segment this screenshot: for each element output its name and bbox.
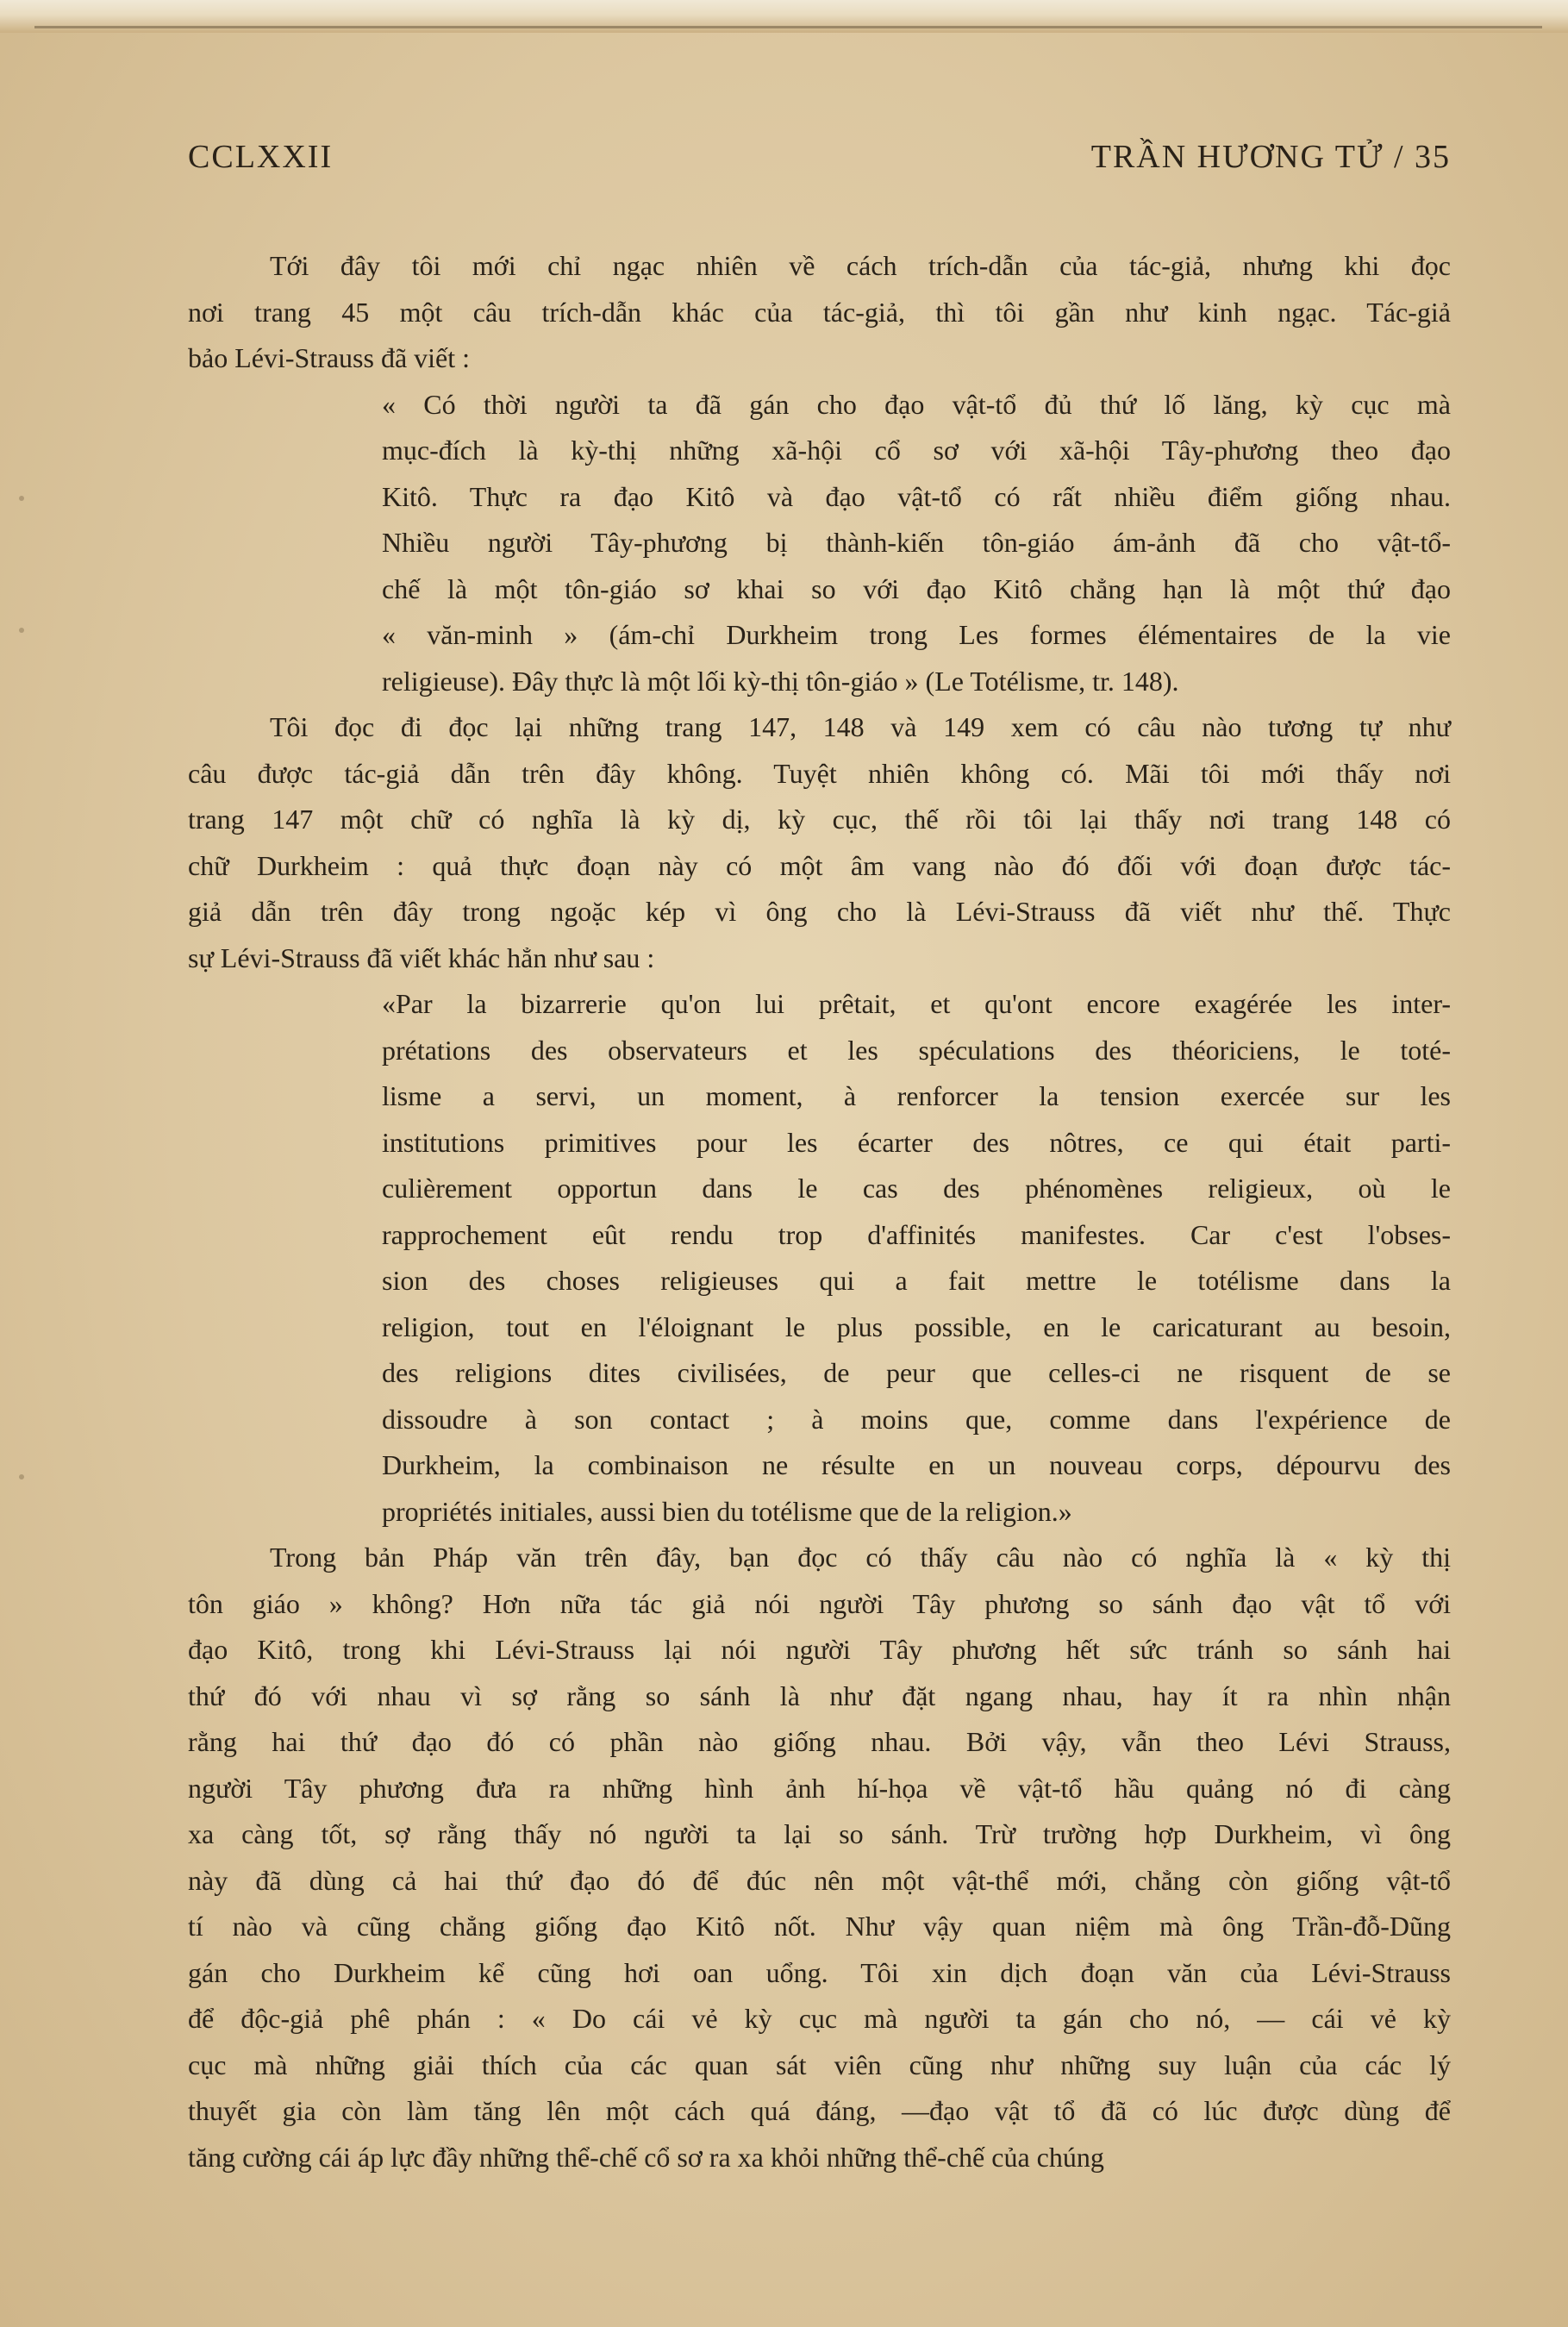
text-line: Tới đây tôi mới chỉ ngạc nhiên về cách trích-dẫn của tác-giả, nhưng khi đọc [270,250,1451,281]
top-rule [34,26,1542,28]
text-line: «Par la bizarrerie qu'on lui prêtait, et qu'ont encore exagérée les inter- [382,988,1451,1019]
text-line: propriétés initiales, aussi bien du totélisme que de la religion.» [382,1495,1072,1527]
paragraph [188,1535,1451,2180]
text-line: này đã dùng cả hai thứ đạo đó để đúc nên một vật-thể mới, chẳng còn giống vật-tổ [188,1864,1451,1896]
page-number-roman: CCLXXII [188,139,334,175]
text-line: nơi trang 45 một câu trích-dẫn khác của tác-giả, thì tôi gần như kinh ngạc. Tác-giả [188,296,1451,328]
text-line: xa càng tốt, sợ rằng thấy nó người ta lại so sánh. Trừ trường hợp Durkheim, vì ông [188,1818,1451,1849]
text-line: để độc-giả phê phán : « Do cái vẻ kỳ cục mà người ta gán cho nó, — cái vẻ kỳ [188,2003,1451,2034]
page-body [188,243,1451,2180]
block-quote [188,382,1451,705]
text-line: thuyết gia còn làm tăng lên một cách quá đáng, —đạo vật tổ đã có lúc được dùng để [188,2095,1451,2126]
text-line: rằng hai thứ đạo đó có phần nào giống nhau. Bởi vậy, vẫn theo Lévi Strauss, [188,1726,1451,1757]
text-line: chữ Durkheim : quả thực đoạn này có một âm vang nào đó đối với đoạn được tác- [188,849,1451,881]
text-line: đạo Kitô, trong khi Lévi-Strauss lại nói người Tây phương hết sức tránh so sánh hai [188,1634,1451,1665]
text-line: câu được tác-giả dẫn trên đây không. Tuyệt nhiên không có. Mãi tôi mới thấy nơi [188,757,1451,789]
margin-mark [19,628,24,633]
text-line: tăng cường cái áp lực đầy những thể-chế cổ sơ ra xa khỏi những thể-chế của chúng [188,2141,1104,2173]
text-line: « Có thời người ta đã gán cho đạo vật-tổ đủ thứ lố lăng, kỳ cục mà [382,388,1451,420]
text-line: « văn-minh » (ám-chỉ Durkheim trong Les formes élémentaires de la vie [382,619,1451,650]
text-line: Trong bản Pháp văn trên đây, bạn đọc có thấy câu nào có nghĩa là « kỳ thị [270,1542,1451,1573]
text-line: religion, tout en l'éloignant le plus possible, en le caricaturant au besoin, [382,1311,1451,1342]
text-line: Tôi đọc đi đọc lại những trang 147, 148 và 149 xem có câu nào tương tự như [270,711,1451,742]
running-title: TRẦN HƯƠNG TỬ / 35 [1090,139,1451,175]
paragraph [188,243,1451,382]
text-line: religieuse). Đây thực là một lối kỳ-thị tôn-giáo » (Le Totélisme, tr. 148). [382,665,1179,697]
text-line: institutions primitives pour les écarter des nôtres, ce qui était parti- [382,1126,1451,1158]
text-line: des religions dites civilisées, de peur que celles-ci ne risquent de se [382,1357,1451,1388]
text-line: cục mà những giải thích của các quan sát viên cũng như những suy luận của các lý [188,2049,1451,2080]
text-line: sự Lévi-Strauss đã viết khác hẳn như sau : [188,941,655,973]
text-line: rapprochement eût rendu trop d'affinités manifestes. Car c'est l'obses- [382,1218,1451,1250]
margin-mark [19,496,24,501]
text-line: Kitô. Thực ra đạo Kitô và đạo vật-tổ có rất nhiều điểm giống nhau. [382,480,1451,512]
text-line: bảo Lévi-Strauss đã viết : [188,342,471,373]
text-line: chế là một tôn-giáo sơ khai so với đạo Kitô chẳng hạn là một thứ đạo [382,572,1451,604]
block-quote [188,981,1451,1535]
text-line: Nhiều người Tây-phương bị thành-kiến tôn-giáo ám-ảnh đã cho vật-tổ- [382,527,1451,558]
text-line: gán cho Durkheim kể cũng hơi oan uổng. Tôi xin dịch đoạn văn của Lévi-Strauss [188,1956,1451,1988]
page-header [188,138,1451,181]
text-line: giả dẫn trên đây trong ngoặc kép vì ông cho là Lévi-Strauss đã viết như thế. Thực [188,896,1451,927]
text-line: Durkheim, la combinaison ne résulte en un nouveau corps, dépourvu des [382,1449,1451,1480]
text-line: lisme a servi, un moment, à renforcer la tension exercée sur les [382,1080,1451,1111]
text-line: dissoudre à son contact ; à moins que, comme dans l'expérience de [382,1403,1451,1435]
text-line: trang 147 một chữ có nghĩa là kỳ dị, kỳ cục, thế rồi tôi lại thấy nơi trang 148 có [188,804,1451,835]
text-line: prétations des observateurs et les spéculations des théoriciens, le toté- [382,1034,1451,1066]
text-line: tí nào và cũng chẳng giống đạo Kitô nốt. Như vậy quan niệm mà ông Trần-đỗ-Dũng [188,1911,1451,1942]
margin-mark [19,1474,24,1479]
text-line: tôn giáo » không? Hơn nữa tác giả nói người Tây phương so sánh đạo vật tổ với [188,1587,1451,1619]
text-line: thứ đó với nhau vì sợ rằng so sánh là như đặt ngang nhau, hay ít ra nhìn nhận [188,1680,1451,1711]
text-line: người Tây phương đưa ra những hình ảnh hí-họa về vật-tổ hầu quảng nó đi càng [188,1772,1451,1804]
paragraph [188,704,1451,981]
text-line: culièrement opportun dans le cas des phénomènes religieux, où le [382,1173,1451,1204]
text-line: mục-đích là kỳ-thị những xã-hội cổ sơ với xã-hội Tây-phương theo đạo [382,435,1451,466]
text-line: sion des choses religieuses qui a fait mettre le totélisme dans la [382,1265,1451,1296]
